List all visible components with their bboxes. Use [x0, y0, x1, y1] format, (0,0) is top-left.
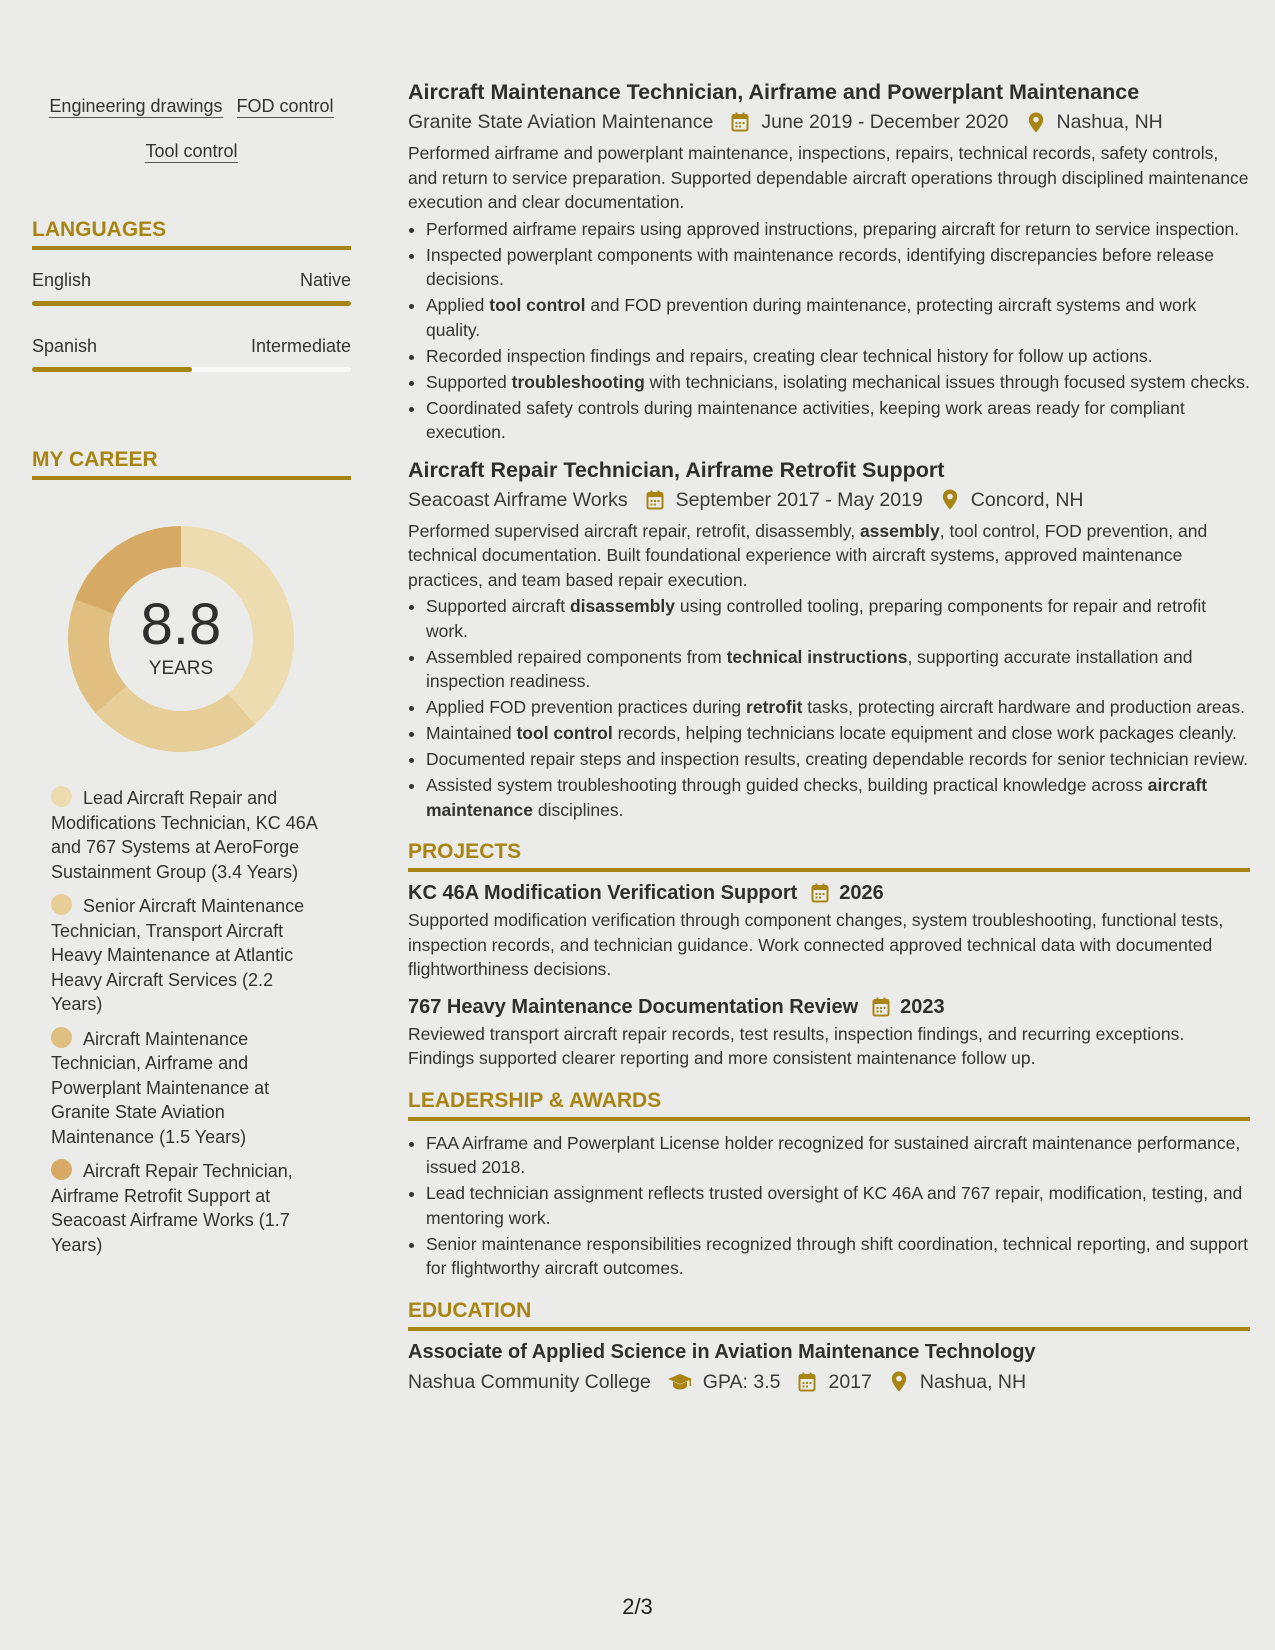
calendar-icon	[644, 489, 666, 511]
legend-label: Senior Aircraft Maintenance Technician, Transport Aircraft Heavy Maintenance at Atlantic Heavy Aircraft Services (2.2 Years)	[51, 896, 305, 1014]
project-year: 2023	[900, 995, 945, 1018]
school-name: Nashua Community College	[408, 1370, 651, 1393]
calendar-icon	[809, 882, 831, 904]
education-meta	[408, 1367, 1250, 1397]
language-level: Intermediate	[250, 336, 351, 356]
legend-dot	[51, 894, 72, 915]
project-header	[408, 878, 1250, 908]
career-legend-item	[51, 894, 321, 1017]
award-item: • Senior maintenance responsibilities recognized through shift coordination, technical reporting, and support for flightworthy aircraft outcomes.	[426, 1232, 1250, 1281]
job-description: Performed supervised aircraft repair, retrofit, disassembly, assembly, tool control, FOD prevention, and technical documentation. Built foundational experience with aircraft systems, approved maintenance practices, and team based repair execution.	[408, 520, 1208, 590]
calendar-icon	[796, 1371, 818, 1393]
job-bullet: • Documented repair steps and inspection results, creating dependable records for senior technician review.	[426, 747, 1250, 772]
job-bullet: • Applied FOD prevention practices during retrofit tasks, protecting aircraft hardware and production areas.	[426, 695, 1250, 720]
job-bullet: • Assembled repaired components from technical instructions, supporting accurate installation and inspection readiness.	[426, 645, 1250, 694]
calendar-icon	[870, 996, 892, 1018]
job-location: Nashua, NH	[1056, 111, 1163, 133]
calendar-icon	[729, 111, 751, 133]
skill-tag: Tool control	[145, 141, 238, 161]
language-bar	[32, 367, 351, 372]
skill-tag: Engineering drawings	[49, 96, 223, 116]
job-entry	[408, 455, 1250, 823]
language-name: English	[32, 270, 92, 290]
sidebar	[32, 84, 351, 1267]
project-header	[408, 992, 1250, 1022]
legend-dot	[51, 786, 72, 807]
job-bullets	[426, 217, 1250, 445]
map-pin-icon	[1025, 111, 1047, 133]
language-bar-fill	[32, 301, 351, 306]
job-location: Concord, NH	[970, 488, 1084, 511]
job-bullet: • Performed airframe repairs using approved instructions, preparing aircraft for return to service inspection.	[426, 217, 1250, 242]
job-bullets	[426, 594, 1250, 822]
education-location: Nashua, NH	[919, 1370, 1027, 1393]
project-name: 767 Heavy Maintenance Documentation Review	[408, 995, 859, 1018]
language-bar-fill	[32, 367, 192, 372]
career-donut-chart	[66, 524, 296, 754]
legend-label: Lead Aircraft Repair and Modifications Technician, KC 46A and 767 Systems at AeroForge Sustainment Group (3.4 Years)	[51, 788, 317, 882]
job-bullet: • Supported aircraft disassembly using controlled tooling, preparing components for repair and retrofit work.	[426, 594, 1250, 643]
project-description: Reviewed transport aircraft repair records, test results, inspection findings, and recurring exceptions. Findings supported clearer reporting and more consistent maintenance follow up.	[408, 1023, 1185, 1068]
skills-list	[32, 84, 351, 174]
education-title: EDUCATION	[408, 1299, 1250, 1331]
language-item	[32, 270, 351, 306]
language-bar	[32, 301, 351, 306]
career-section	[32, 448, 351, 1257]
job-bullet: • Recorded inspection findings and repairs, creating clear technical history for follow up actions.	[426, 344, 1250, 369]
job-bullet: • Supported troubleshooting with technicians, isolating mechanical issues through focused system checks.	[426, 370, 1250, 395]
project-entry	[408, 992, 1250, 1071]
skill-tag: FOD control	[236, 96, 334, 116]
job-meta	[408, 485, 1250, 515]
awards-title: LEADERSHIP & AWARDS	[408, 1089, 1250, 1121]
languages-title: LANGUAGES	[32, 218, 351, 250]
award-item: • FAA Airframe and Powerplant License holder recognized for sustained aircraft maintenance performance, issued 2018.	[426, 1131, 1250, 1180]
map-pin-icon	[888, 1371, 910, 1393]
career-legend-item	[51, 1159, 321, 1257]
job-bullet: • Coordinated safety controls during maintenance activities, keeping work areas ready for compliant execution.	[426, 396, 1250, 445]
job-dates: June 2019 - December 2020	[761, 111, 1009, 133]
projects-title: PROJECTS	[408, 840, 1250, 872]
career-title: MY CAREER	[32, 448, 351, 480]
legend-dot	[51, 1027, 72, 1048]
degree-title: Associate of Applied Science in Aviation Maintenance Technology	[408, 1340, 1036, 1363]
company-name: Granite State Aviation Maintenance	[408, 111, 714, 133]
job-title: Aircraft Repair Technician, Airframe Retrofit Support	[408, 457, 945, 482]
project-entry	[408, 878, 1250, 982]
job-bullet: • Inspected powerplant components with maintenance records, identifying discrepancies before release decisions.	[426, 243, 1250, 292]
career-unit: YEARS	[148, 658, 214, 679]
education-year: 2017	[828, 1370, 872, 1393]
job-entry	[408, 77, 1250, 445]
job-dates: September 2017 - May 2019	[675, 488, 923, 511]
job-bullet: • Maintained tool control records, helping technicians locate equipment and close work packages cleanly.	[426, 721, 1250, 746]
job-bullet: • Assisted system troubleshooting through guided checks, building practical knowledge across aircraft maintenance disciplines.	[426, 773, 1250, 822]
awards-list	[426, 1131, 1250, 1281]
career-legend-item	[51, 1027, 321, 1150]
education-entry	[408, 1337, 1250, 1397]
career-legend	[51, 786, 321, 1257]
graduation-cap-icon	[667, 1371, 693, 1393]
project-name: KC 46A Modification Verification Support	[408, 882, 798, 904]
language-item	[32, 336, 351, 372]
main-content	[408, 77, 1250, 1397]
job-description: Performed airframe and powerplant maintenance, inspections, repairs, technical records, safety controls, and return to service preparation. Supported dependable aircraft operations through disciplined maintenance execution and clear documentation.	[408, 143, 1249, 212]
job-title: Aircraft Maintenance Technician, Airframe and Powerplant Maintenance	[408, 80, 1140, 104]
career-legend-item	[51, 786, 321, 884]
project-description: Supported modification verification through component changes, system troubleshooting, functional tests, inspection records, and technician guidance. Work connected approved technical data with documented flightworthiness decisions.	[408, 910, 1224, 979]
project-year: 2026	[839, 882, 884, 904]
map-pin-icon	[939, 489, 961, 511]
career-total: 8.8	[140, 592, 222, 657]
languages-section	[32, 218, 351, 372]
legend-label: Aircraft Repair Technician, Airframe Retrofit Support at Seacoast Airframe Works (1.7 Years)	[51, 1161, 293, 1255]
language-level: Native	[299, 270, 351, 290]
page-number: 2/3	[622, 1594, 653, 1619]
education-gpa: GPA: 3.5	[702, 1370, 781, 1393]
award-item: • Lead technician assignment reflects trusted oversight of KC 46A and 767 repair, modification, testing, and mentoring work.	[426, 1181, 1250, 1230]
job-meta	[408, 107, 1250, 137]
legend-dot	[51, 1159, 72, 1180]
language-name: Spanish	[32, 336, 98, 356]
company-name: Seacoast Airframe Works	[408, 488, 628, 511]
job-bullet: • Applied tool control and FOD prevention during maintenance, protecting aircraft systems and work quality.	[426, 293, 1250, 342]
legend-label: Aircraft Maintenance Technician, Airframe and Powerplant Maintenance at Granite State Aviation Maintenance (1.5 Years)	[51, 1028, 270, 1147]
